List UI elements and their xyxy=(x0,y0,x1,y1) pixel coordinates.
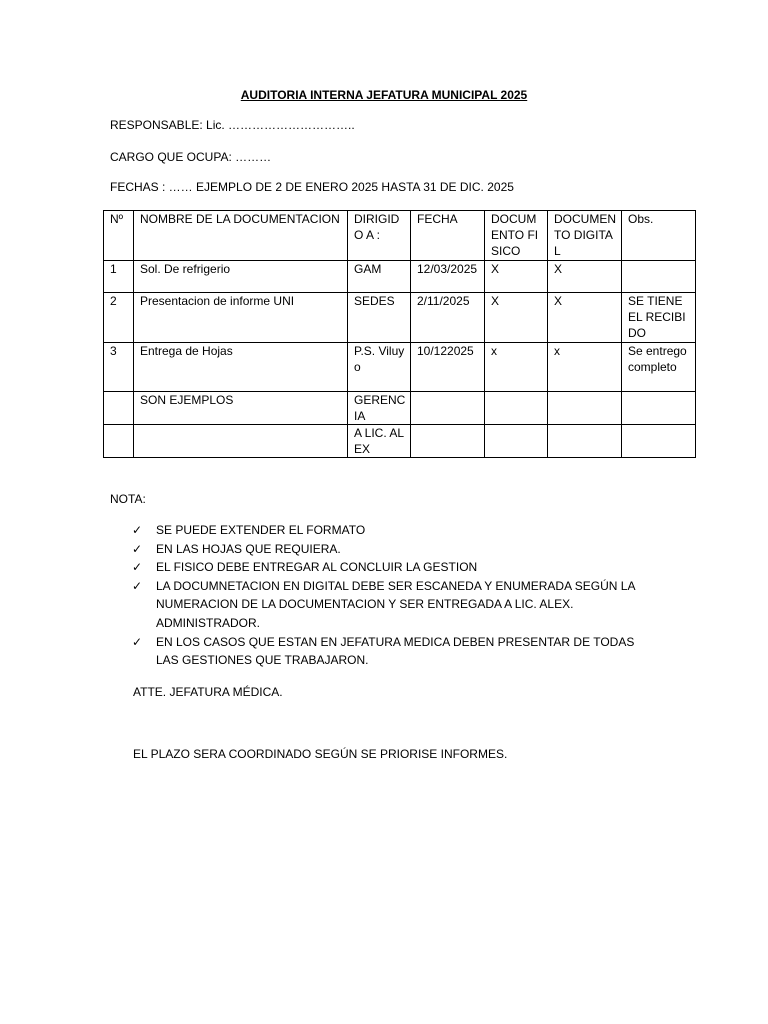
table-cell: X xyxy=(548,293,622,343)
table-cell xyxy=(548,392,622,425)
list-item xyxy=(132,558,652,577)
list-item xyxy=(132,633,652,670)
table-cell: Presentacion de informe UNI xyxy=(134,293,348,343)
table-row xyxy=(104,261,696,293)
cargo-line: CARGO QUE OCUPA: ……… xyxy=(110,150,272,164)
table-cell xyxy=(134,425,348,458)
fechas-line: FECHAS : …… EJEMPLO DE 2 DE ENERO 2025 HASTA 31 DE DIC. 2025 xyxy=(110,180,514,194)
table-cell xyxy=(622,392,696,425)
table-cell: SEDES xyxy=(348,293,411,343)
nota-label: NOTA: xyxy=(110,492,146,506)
table-header-row xyxy=(104,211,696,261)
table-cell: SON EJEMPLOS xyxy=(134,392,348,425)
table-cell: P.S. Viluyo xyxy=(348,343,411,392)
note-text: EN LOS CASOS QUE ESTAN EN JEFATURA MEDICA DEBEN PRESENTAR DE TODAS LAS GESTIONES QUE TRABAJARON. xyxy=(156,634,635,668)
notes-list xyxy=(132,521,652,670)
note-text: EN LAS HOJAS QUE REQUIERA. xyxy=(156,541,341,556)
note-text: EL FISICO DEBE ENTREGAR AL CONCLUIR LA GESTION xyxy=(156,560,478,575)
table-cell xyxy=(411,425,485,458)
table-cell xyxy=(485,425,548,458)
table-cell: 3 xyxy=(104,343,134,392)
table-cell xyxy=(485,392,548,425)
note-text: SE PUEDE EXTENDER EL FORMATO xyxy=(156,523,366,537)
table-cell: x xyxy=(548,343,622,392)
checkmark-icon: ✓ xyxy=(132,523,143,537)
list-item xyxy=(132,577,652,633)
table-cell: A LIC. ALEX xyxy=(348,425,411,458)
header-addressed-to: DIRIGIDO A : xyxy=(348,211,411,261)
audit-table xyxy=(103,210,696,458)
note-text: LA DOCUMNETACION EN DIGITAL DEBE SER ESCANEDA Y ENUMERADA SEGÚN LA NUMERACION DE LA DOCUMENTACION Y SER ENTREGADA A LIC. ALEX. ADMINISTRADOR. xyxy=(156,578,635,630)
table-cell: 1 xyxy=(104,261,134,293)
checkmark-icon: ✓ xyxy=(132,560,143,575)
header-observations: Obs. xyxy=(622,211,696,261)
table-row xyxy=(104,343,696,392)
table-cell: 10/122025 xyxy=(411,343,485,392)
header-date: FECHA xyxy=(411,211,485,261)
table-cell: Sol. De refrigerio xyxy=(134,261,348,293)
deadline-note: EL PLAZO SERA COORDINADO SEGÚN SE PRIORISE INFORMES. xyxy=(133,747,508,761)
table-cell: 2 xyxy=(104,293,134,343)
table-cell: X xyxy=(485,261,548,293)
table-cell: X xyxy=(548,261,622,293)
document-title: AUDITORIA INTERNA JEFATURA MUNICIPAL 2025 xyxy=(240,88,528,102)
checkmark-icon: ✓ xyxy=(132,541,143,556)
table-cell: X xyxy=(485,293,548,343)
table-cell: Entrega de Hojas xyxy=(134,343,348,392)
table-row xyxy=(104,293,696,343)
header-physical-document: DOCUMENTO FISICO xyxy=(485,211,548,261)
table-cell xyxy=(548,425,622,458)
table-cell: SE TIENE EL RECIBIDO xyxy=(622,293,696,343)
table-cell: GAM xyxy=(348,261,411,293)
table-cell: Se entrego completo xyxy=(622,343,696,392)
header-digital-document: DOCUMENTO DIGITAL xyxy=(548,211,622,261)
signature-line: ATTE. JEFATURA MÉDICA. xyxy=(133,685,283,699)
checkmark-icon: ✓ xyxy=(132,578,143,593)
table-cell xyxy=(622,425,696,458)
list-item xyxy=(132,540,652,559)
table-cell: 12/03/2025 xyxy=(411,261,485,293)
table-cell xyxy=(104,425,134,458)
list-item xyxy=(132,521,652,540)
header-number: Nº xyxy=(104,211,134,261)
responsable-line: RESPONSABLE: Lic. ………………………….. xyxy=(110,118,355,132)
table-cell: x xyxy=(485,343,548,392)
table-row xyxy=(104,425,696,458)
table-cell xyxy=(622,261,696,293)
table-cell xyxy=(104,392,134,425)
table-row xyxy=(104,392,696,425)
table-cell: 2/11/2025 xyxy=(411,293,485,343)
checkmark-icon: ✓ xyxy=(132,634,143,649)
header-document-name: NOMBRE DE LA DOCUMENTACION xyxy=(134,211,348,261)
table-cell: GERENCIA xyxy=(348,392,411,425)
table-cell xyxy=(411,392,485,425)
